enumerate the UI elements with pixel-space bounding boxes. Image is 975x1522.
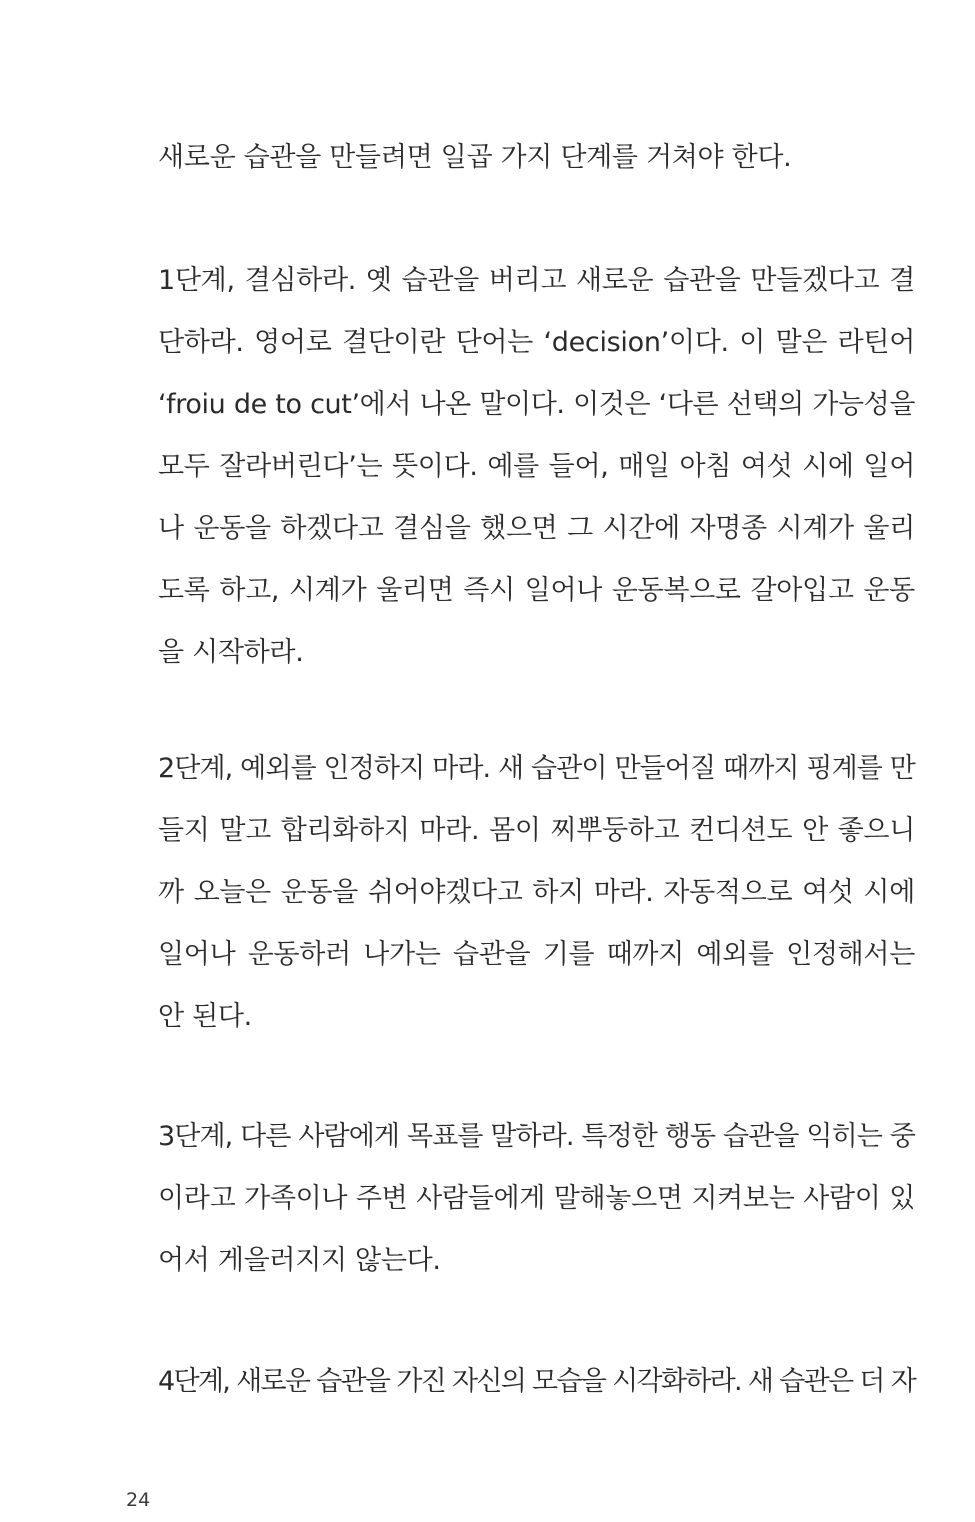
step4-paragraph [158,1351,915,1413]
step1-line: 도록 하고, 시계가 울리면 즉시 일어나 운동복으로 갈아입고 운동 [158,575,915,606]
step1-line: 나 운동을 하겠다고 결심을 했으면 그 시간에 자명종 시계가 울리 [158,513,915,544]
step1-line: 단하라. 영어로 결단이란 단어는 ‘decision’이다. 이 말은 라틴어 [158,327,915,358]
step2-line: 일어나 운동하러 나가는 습관을 기를 때까지 예외를 인정해서는 [158,939,915,970]
step1-line: 1단계, 결심하라. 옛 습관을 버리고 새로운 습관을 만들겠다고 결 [158,265,915,296]
step3-line: 어서 게을러지지 않는다. [158,1245,441,1276]
intro-line: 새로운 습관을 만들려면 일곱 가지 단계를 거쳐야 한다. [158,142,792,173]
step1-line: 을 시작하라. [158,637,304,668]
step3-paragraph [158,1106,915,1292]
step2-line: 까 오늘은 운동을 쉬어야겠다고 하지 마라. 자동적으로 여섯 시에 [158,877,915,908]
step3-line: 3단계, 다른 사람에게 목표를 말하라. 특정한 행동 습관을 익히는 중 [158,1121,915,1152]
step2-line: 들지 말고 합리화하지 마라. 몸이 찌뿌둥하고 컨디션도 안 좋으니 [158,815,915,846]
step1-paragraph [158,250,915,684]
step4-line: 4단계, 새로운 습관을 가진 자신의 모습을 시각화하라. 새 습관은 더 자 [158,1366,915,1397]
step1-line: 모두 잘라버린다’는 뜻이다. 예를 들어, 매일 아침 여섯 시에 일어 [158,451,915,482]
page-number: 24 [126,1489,151,1511]
step3-line: 이라고 가족이나 주변 사람들에게 말해놓으면 지켜보는 사람이 있 [158,1183,915,1214]
step2-paragraph [158,738,915,1048]
step2-line: 안 된다. [158,1001,252,1032]
intro-paragraph [158,127,915,189]
step1-line: ‘froiu de to cut’에서 나온 말이다. 이것은 ‘다른 선택의 가능성을 [158,389,915,420]
step2-line: 2단계, 예외를 인정하지 마라. 새 습관이 만들어질 때까지 핑계를 만 [158,753,915,784]
